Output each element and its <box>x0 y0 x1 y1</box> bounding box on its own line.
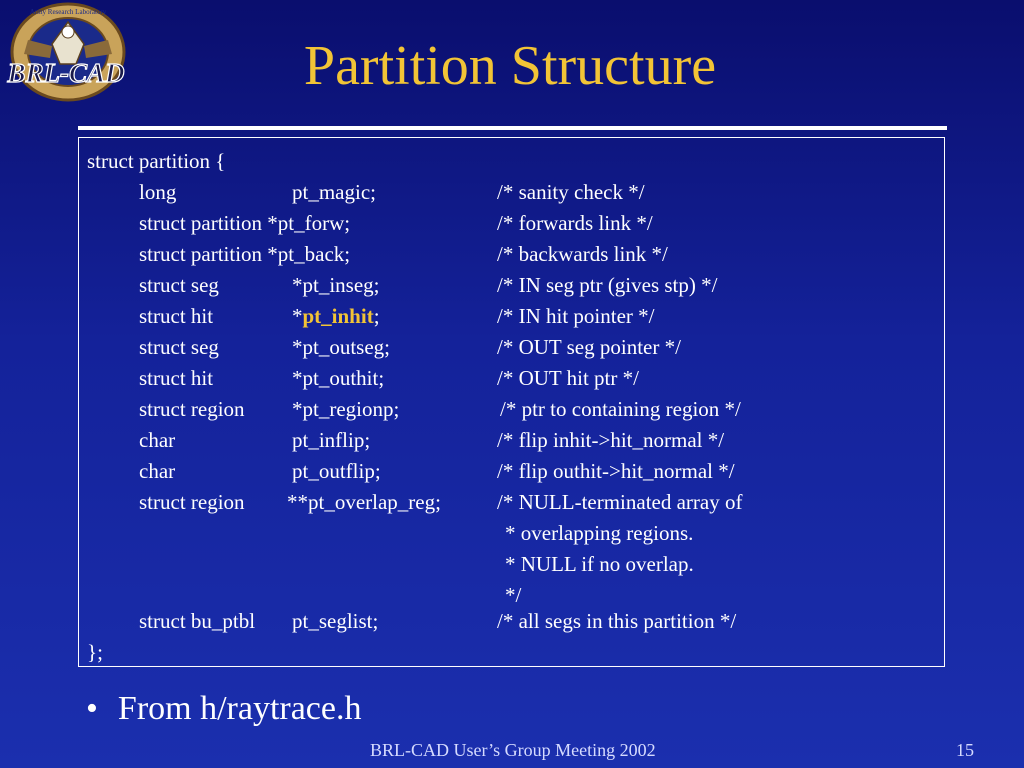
code-type: struct region <box>139 397 245 421</box>
code-field: **pt_overlap_reg; <box>287 490 441 514</box>
code-field-highlighted: *pt_inhit; <box>292 304 380 328</box>
code-comment: */ <box>505 583 522 607</box>
code-comment: /* flip inhit->hit_normal */ <box>497 428 725 452</box>
code-type: long <box>139 180 177 204</box>
code-type: struct region <box>139 490 245 514</box>
footer-text: BRL-CAD User’s Group Meeting 2002 <box>370 740 656 760</box>
code-field: pt_seglist; <box>292 609 379 633</box>
struct-open: struct partition { <box>87 149 226 173</box>
code-type: struct seg <box>139 335 219 359</box>
code-field: *pt_outseg; <box>292 335 390 359</box>
code-field: *pt_outhit; <box>292 366 385 390</box>
code-comment: /* ptr to containing region */ <box>500 397 741 421</box>
code-type: struct bu_ptbl <box>139 609 256 633</box>
code-field: *pt_inseg; <box>292 273 380 297</box>
code-type: struct hit <box>139 366 214 390</box>
code-comment: /* backwards link */ <box>497 242 668 266</box>
bullet-marker: • <box>86 690 98 727</box>
code-comment: * NULL if no overlap. <box>505 552 694 576</box>
code-comment: /* IN seg ptr (gives stp) */ <box>497 273 718 297</box>
code-comment: /* OUT hit ptr */ <box>497 366 639 390</box>
title-divider <box>78 126 947 130</box>
code-comment: /* NULL-terminated array of <box>497 490 743 514</box>
bullet-text: From h/raytrace.h <box>117 690 362 727</box>
code-field: pt_inflip; <box>292 428 371 452</box>
code-comment: /* OUT seg pointer */ <box>497 335 681 359</box>
code-field: *pt_regionp; <box>292 397 400 421</box>
code-listing <box>78 137 945 667</box>
brl-cad-logo <box>0 0 132 108</box>
svg-text:Army Research Laboratory: Army Research Laboratory <box>29 8 107 16</box>
code-comment: /* all segs in this partition */ <box>497 609 737 633</box>
code-field: pt_outflip; <box>292 459 381 483</box>
code-type: struct partition *pt_forw; <box>139 211 351 235</box>
code-type: struct seg <box>139 273 219 297</box>
svg-text:BRL-CAD: BRL-CAD <box>7 58 125 88</box>
code-type: char <box>139 428 176 452</box>
slide-title: Partition Structure <box>303 35 717 97</box>
code-comment: /* sanity check */ <box>497 180 645 204</box>
code-field: pt_magic; <box>292 180 376 204</box>
highlighted-field-name: pt_inhit <box>302 304 374 328</box>
code-comment: /* flip outhit->hit_normal */ <box>497 459 735 483</box>
bullet-item <box>86 688 361 730</box>
code-type: struct hit <box>139 304 214 328</box>
page-number: 15 <box>956 740 974 760</box>
code-type: char <box>139 459 176 483</box>
code-comment: /* IN hit pointer */ <box>497 304 655 328</box>
code-comment: * overlapping regions. <box>505 521 694 545</box>
code-type: struct partition *pt_back; <box>139 242 351 266</box>
struct-close: }; <box>87 640 103 664</box>
code-comment: /* forwards link */ <box>497 211 653 235</box>
